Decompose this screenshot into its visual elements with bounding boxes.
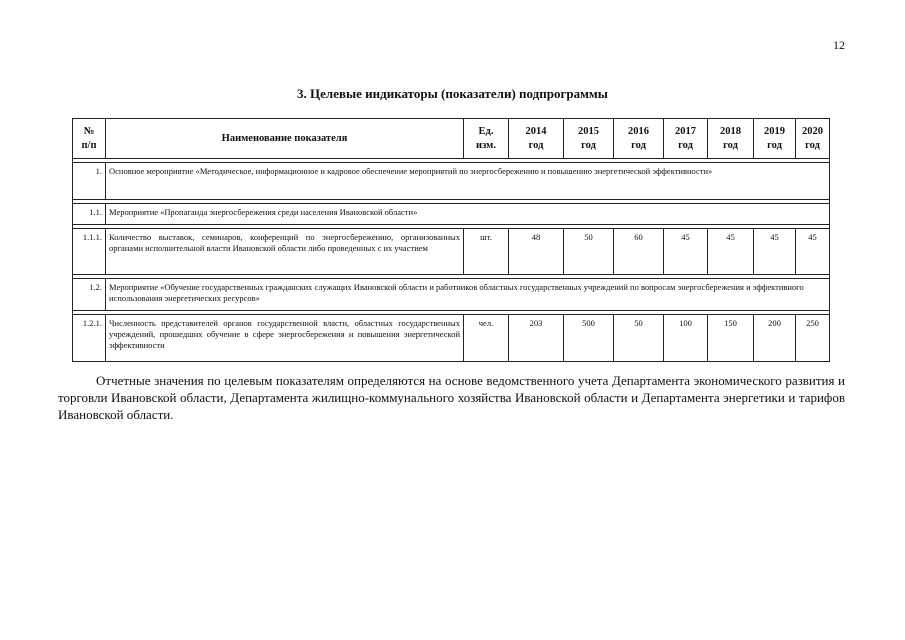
value-cell: 250 [796,315,830,362]
row-number: 1. [73,163,106,200]
value-cell: 203 [509,315,564,362]
row-number: 1.1. [73,204,106,225]
value-cell: 45 [708,229,754,275]
header-num: № п/п [73,119,106,159]
table-header-row [73,119,830,159]
indicator-unit: чел. [464,315,509,362]
value-cell: 100 [664,315,708,362]
value-cell: 60 [614,229,664,275]
value-cell: 45 [754,229,796,275]
page-number: 12 [833,38,845,52]
header-name: Наименование показателя [106,119,464,159]
indicator-unit: шт. [464,229,509,275]
table-row [73,163,830,200]
row-title: Мероприятие «Пропаганда энергосбережения среди населения Ивановской области» [106,204,830,225]
value-cell: 500 [564,315,614,362]
value-cell: 48 [509,229,564,275]
row-number: 1.1.1. [73,229,106,275]
value-cell: 200 [754,315,796,362]
header-year: 2014 год [509,119,564,159]
value-cell: 45 [796,229,830,275]
indicator-name: Численность представителей органов государственной власти, областных государственных учреждений, прошедших обучение в сфере энергосбережения и повышения энергетической эффективности [106,315,464,362]
row-title: Основное мероприятие «Методическое, информационное и кадровое обеспечение мероприятий по энергосбережению и повышению энергетической эффективности» [106,163,830,200]
header-year: 2018 год [708,119,754,159]
row-number: 1.2.1. [73,315,106,362]
row-number: 1.2. [73,279,106,311]
value-cell: 50 [564,229,614,275]
header-year: 2016 год [614,119,664,159]
section-title: 3. Целевые индикаторы (показатели) подпрограммы [297,86,608,101]
header-year: 2017 год [664,119,708,159]
table-row [73,315,830,362]
value-cell: 45 [664,229,708,275]
value-cell: 150 [708,315,754,362]
header-year: 2019 год [754,119,796,159]
table-row [73,204,830,225]
indicators-table [72,118,830,362]
header-year: 2020 год [796,119,830,159]
header-year: 2015 год [564,119,614,159]
table-row [73,229,830,275]
table-row [73,279,830,311]
value-cell: 50 [614,315,664,362]
row-title: Мероприятие «Обучение государственных гражданских служащих Ивановской области и работников областных государственных учреждений по вопросам энергосбережения и эффективного использования энергетических ресурсов» [106,279,830,311]
indicator-name: Количество выставок, семинаров, конференций по энергосбережению, организованных органами исполнительной власти Ивановской области либо проведенных с их участием [106,229,464,275]
footnote-paragraph: Отчетные значения по целевым показателям определяются на основе ведомственного учета Департамента экономического развития и торговли Ивановской области, Департамента жилищно-коммунального хозяйства Ивановской области и Департамента энергетики и тарифов Ивановской области. [58,373,845,422]
header-unit: Ед. изм. [464,119,509,159]
